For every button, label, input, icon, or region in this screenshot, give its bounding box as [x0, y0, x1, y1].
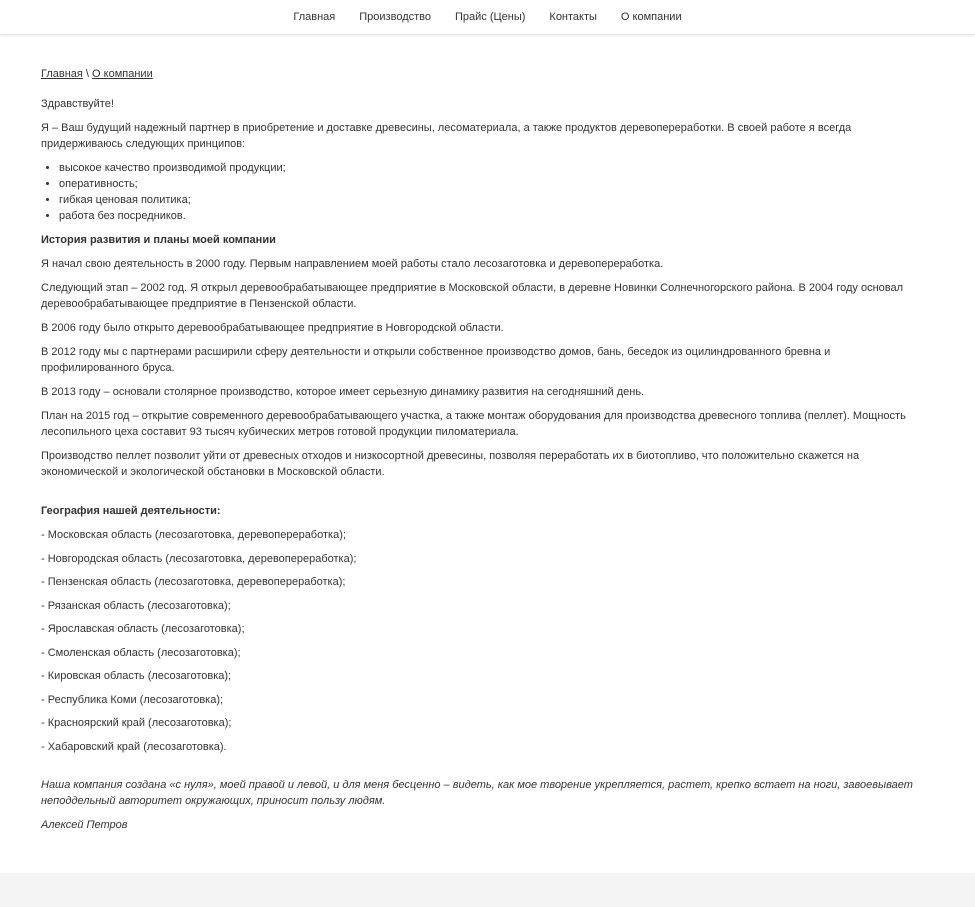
history-paragraph: Я начал свою деятельность в 2000 году. Первым направлением моей работы стало лесозаготовка и деревопереработка.: [41, 258, 664, 270]
list-item: - Смоленская область (лесозаготовка);: [41, 646, 241, 659]
quote-text: Наша компания создана «с нуля», моей правой и левой, и для меня бесценно – видеть, как мое творение укрепляется, растет, крепко встает на ноги, завоевывает неподдельный авторитет окружающих, приносит пользу людям.: [41, 779, 913, 807]
breadcrumb: [41, 66, 931, 82]
history-paragraph: Следующий этап – 2002 год. Я открыл деревообрабатывающее предприятие в Московской области, в деревне Новинки Солнечногорского района. В 2004 году основал деревообрабатывающее предприятие в Пензенской области.: [41, 282, 904, 310]
history-heading: История развития и планы моей компании: [41, 234, 276, 246]
history-paragraph: План на 2015 год – открытие современного деревообрабатывающего участка, а также монтаж оборудования для производства древесного топлива (пеллет). Мощность лесопильного цеха составит 93 тысяч кубических метров готовой продукции пиломатериала.: [41, 410, 906, 438]
geo-heading: География нашей деятельности:: [41, 505, 221, 517]
nav-link-about[interactable]: О компании: [620, 11, 682, 23]
history-paragraph: В 2006 году было открыто деревообрабатывающее предприятие в Новгородской области.: [41, 322, 504, 334]
list-item: - Красноярский край (лесозаготовка);: [41, 717, 232, 729]
principles-list: [41, 160, 931, 224]
list-item: • высокое качество производимой продукции;: [59, 160, 931, 176]
breadcrumb-home-link[interactable]: Главная: [41, 68, 83, 80]
spacer: [41, 762, 931, 777]
nav-link-prices[interactable]: Прайс (Цены): [455, 11, 526, 23]
page-footer: [0, 873, 975, 907]
list-item: - Республика Коми (лесозаготовка);: [41, 693, 224, 706]
nav-link-home[interactable]: Главная: [293, 11, 336, 23]
spacer: [41, 488, 931, 503]
geo-list: [41, 527, 931, 755]
nav-link-contacts[interactable]: Контакты: [549, 11, 597, 23]
list-item: • оперативность;: [59, 176, 931, 192]
top-navigation: [0, 0, 975, 35]
list-item: - Ярославская область (лесозаготовка);: [41, 623, 245, 635]
history-paragraph: В 2012 году мы с партнерами расширили сферу деятельности и открыли собственное производство домов, бань, беседок из оцилиндрованного бревна и профилированного бруса.: [41, 346, 831, 374]
list-item: • гибкая ценовая политика;: [59, 192, 931, 208]
signature-text: Алексей Петров: [41, 819, 128, 831]
main-content: [41, 66, 931, 841]
list-item: - Кировская область (лесозаготовка);: [41, 670, 232, 682]
list-item: - Новгородская область (лесозаготовка, деревопереработка);: [41, 552, 357, 565]
intro-paragraph: Я – Ваш будущий надежный партнер в приобретение и доставке древесины, лесоматериала, а также продуктов деревопереработки. В своей работе я всегда придерживаюсь следующих принципов:: [41, 122, 852, 150]
list-item: - Пензенская область (лесозаготовка, деревопереработка);: [41, 576, 346, 588]
breadcrumb-separator: \: [82, 68, 93, 80]
history-paragraph: Производство пеллет позволит уйти от древесных отходов и низкосортной древесины, позволяя переработать их в биотопливо, что положительно скажется на экономической и экологической обстановки в Московской области.: [41, 450, 860, 478]
greeting-text: Здравствуйте!: [41, 98, 114, 110]
list-item: • работа без посредников.: [59, 208, 931, 224]
list-item: - Хабаровский край (лесозаготовка).: [41, 740, 227, 753]
breadcrumb-current-link[interactable]: О компании: [92, 68, 153, 80]
nav-link-production[interactable]: Производство: [359, 11, 431, 23]
history-paragraph: В 2013 году – основали столярное производство, которое имеет серьезную динамику развития на сегодняшний день.: [41, 386, 645, 398]
list-item: - Рязанская область (лесозаготовка);: [41, 599, 231, 612]
list-item: - Московская область (лесозаготовка, деревопереработка);: [41, 529, 346, 541]
